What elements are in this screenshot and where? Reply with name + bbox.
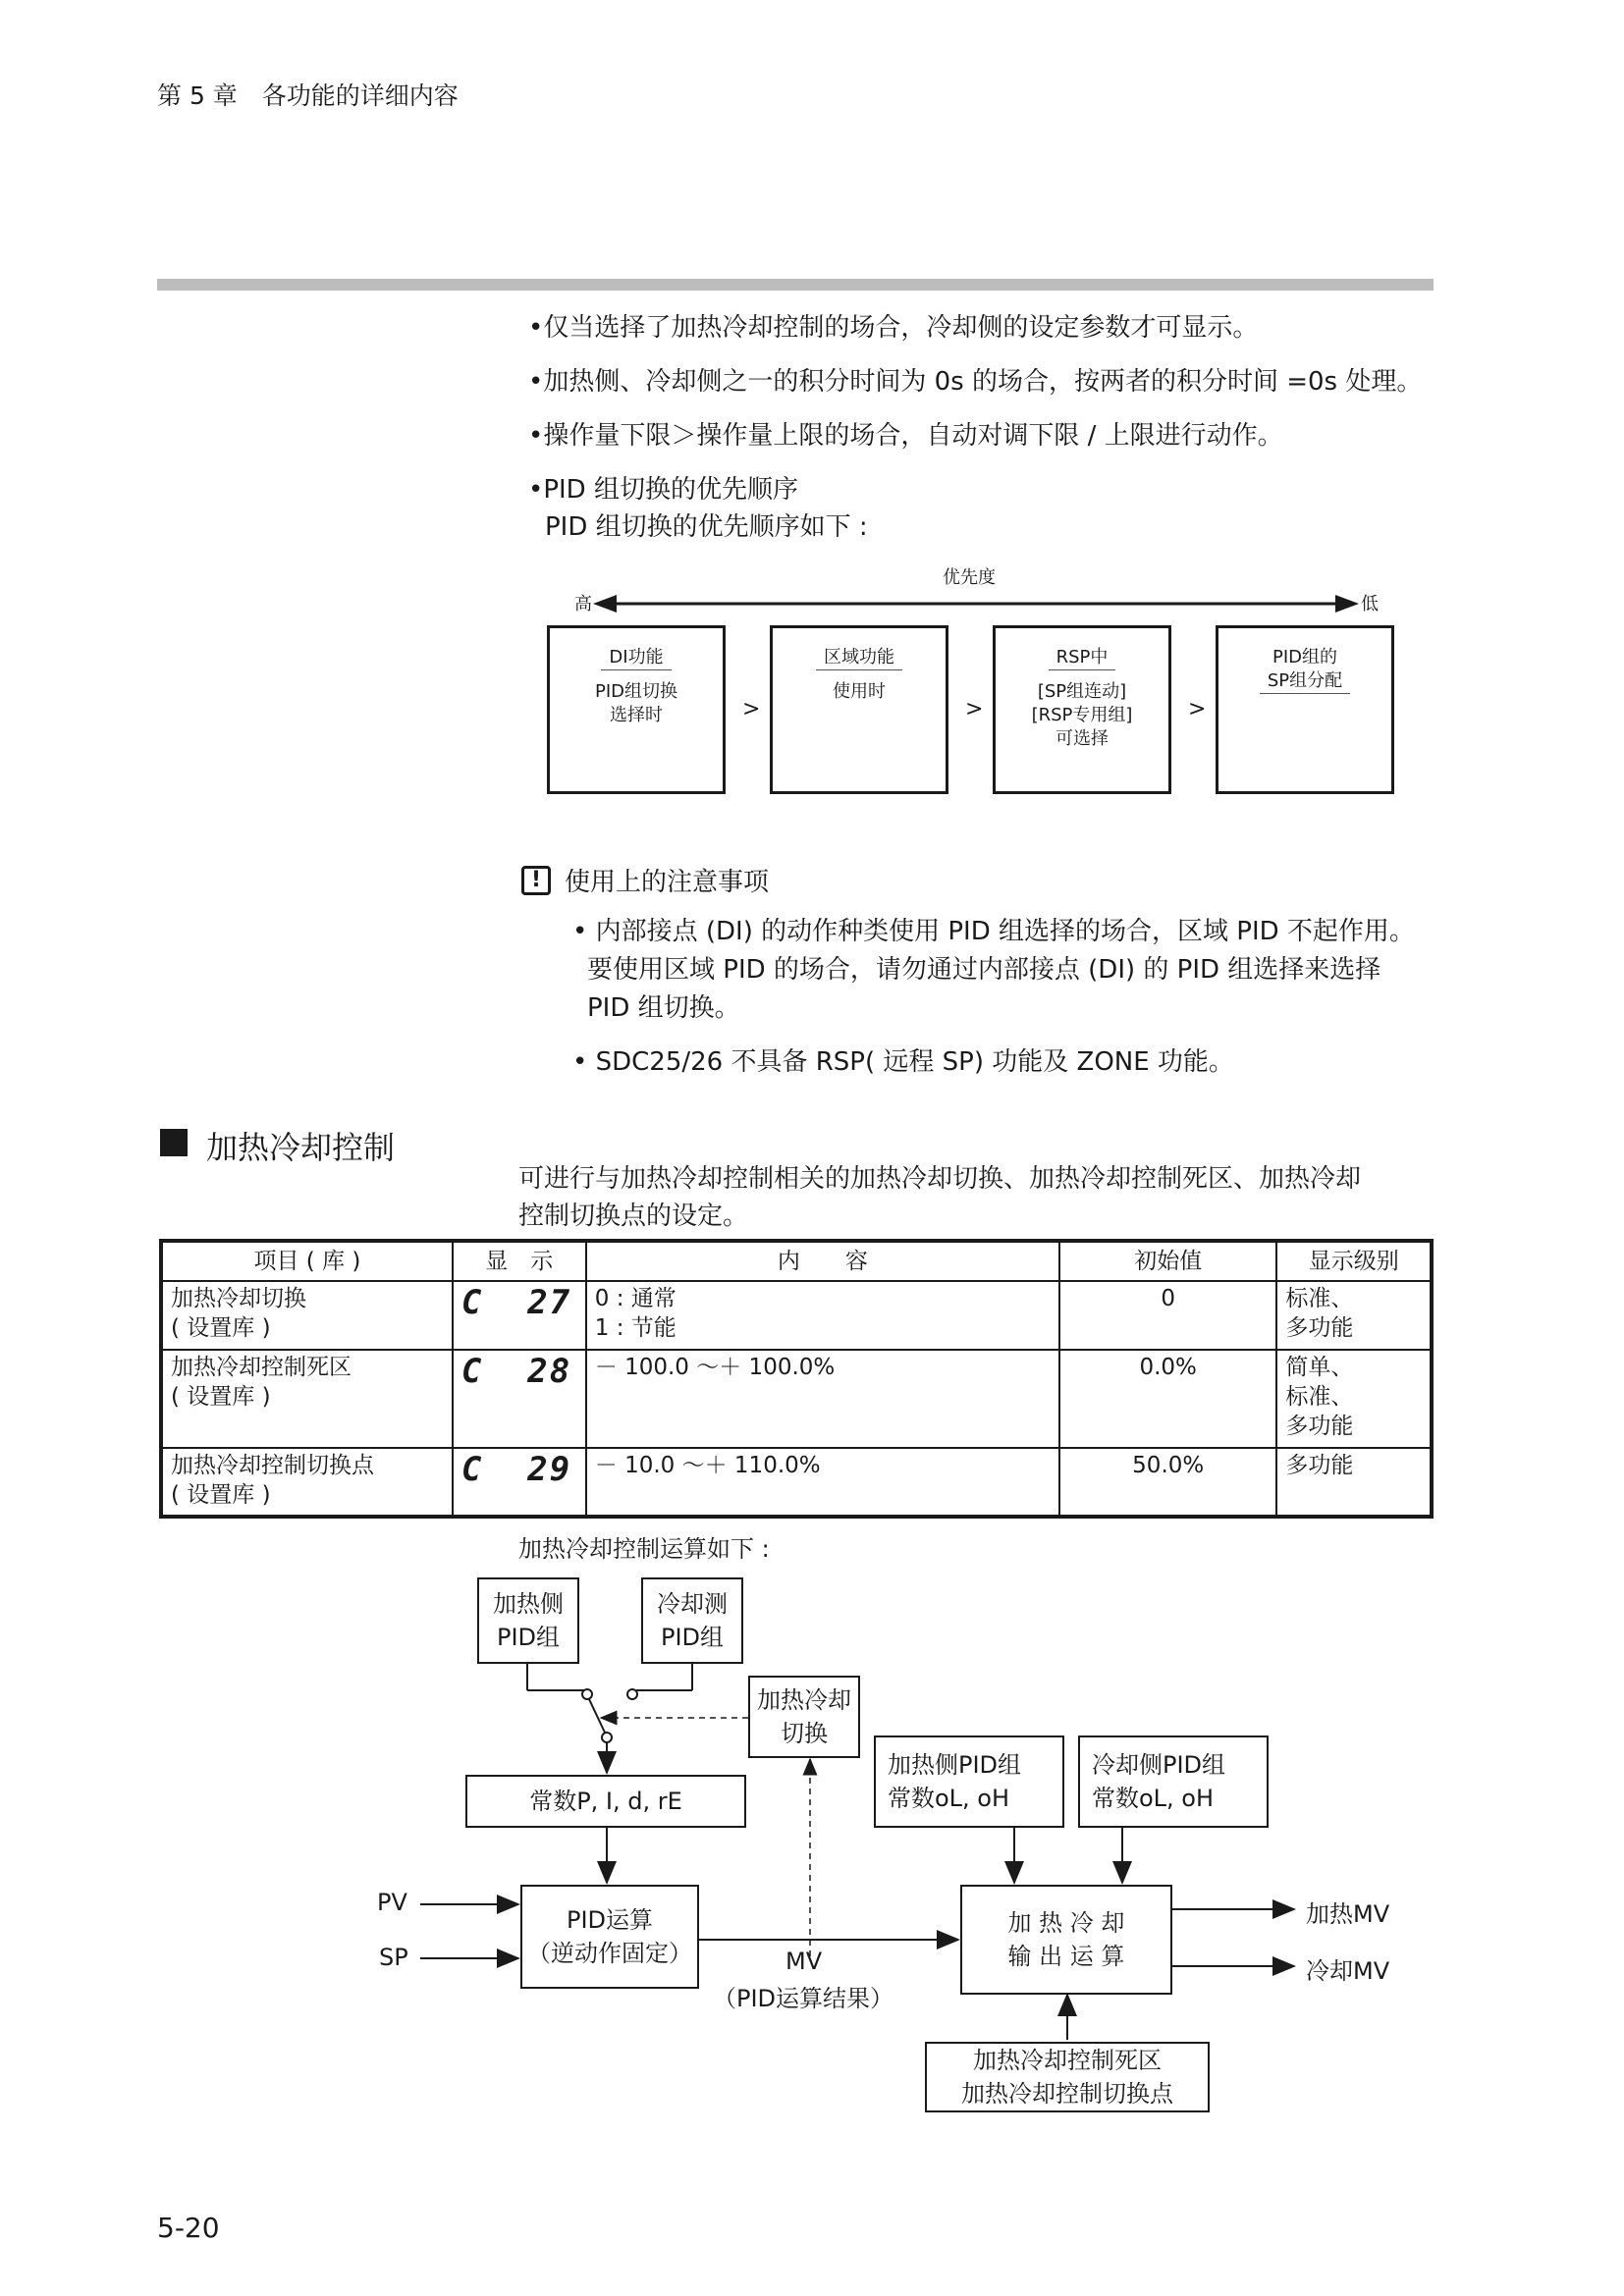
col-content: 内 容	[586, 1241, 1059, 1281]
content-line: － 100.0 ～＋ 100.0%	[594, 1355, 836, 1380]
priority-box-line: [SP组连动]	[1037, 681, 1127, 702]
box-line: PID组	[660, 1624, 725, 1651]
note-1: • 内部接点 (DI) 的动作种类使用 PID 组选择的场合，区域 PID 不起作用。	[572, 917, 1415, 946]
item-name: 加热冷却控制切换点	[171, 1453, 374, 1478]
heat-mv-label: 加热MV	[1306, 1900, 1390, 1928]
item-bank: ( 设置库 )	[171, 1482, 271, 1508]
heat-cool-output-calculation-box	[960, 1885, 1172, 1995]
priority-title: 优先度	[943, 567, 996, 588]
level-line: 多功能	[1285, 1315, 1354, 1341]
priority-box-line: [RSP专用组]	[1031, 705, 1133, 725]
box-line: 加热冷却	[757, 1686, 851, 1714]
col-initial: 初始值	[1059, 1241, 1276, 1281]
initial-value: 0	[1059, 1281, 1276, 1350]
box-line: 切换	[781, 1720, 828, 1747]
level-line: 多功能	[1285, 1453, 1354, 1478]
notes-title: 使用上的注意事项	[565, 868, 770, 897]
pid-calculation-box	[520, 1885, 699, 1989]
priority-box-line: 选择时	[610, 705, 663, 725]
box-line: 加热冷却控制切换点	[961, 2080, 1173, 2108]
priority-gt-2: >	[965, 697, 984, 721]
section-intro-2: 控制切换点的设定。	[518, 1201, 749, 1231]
mv-note: （PID运算结果）	[713, 1985, 894, 2012]
priority-gt-3: >	[1188, 697, 1207, 721]
item-name: 加热冷却控制死区	[171, 1355, 352, 1380]
content-line: － 10.0 ～＋ 110.0%	[594, 1453, 821, 1478]
priority-high: 高	[574, 594, 592, 614]
note-2: • SDC25/26 不具备 RSP( 远程 SP) 功能及 ZONE 功能。	[572, 1047, 1234, 1077]
priority-box-line: 使用时	[833, 681, 886, 702]
caution-icon: !	[521, 866, 551, 895]
col-item: 项目 ( 库 )	[161, 1241, 453, 1281]
bullet-3: •操作量下限＞操作量上限的场合，自动对调下限 / 上限进行动作。	[528, 421, 1283, 451]
box-line: （逆动作固定）	[527, 1940, 692, 1967]
box-line: PID组	[496, 1624, 561, 1651]
box-line: 冷却测	[657, 1590, 728, 1618]
display-code: C 28	[460, 1352, 572, 1391]
chapter-header: 第 5 章 各功能的详细内容	[157, 81, 459, 110]
priority-low: 低	[1361, 594, 1379, 614]
pid-constants-box	[465, 1775, 746, 1828]
bullet-4-detail: PID 组切换的优先顺序如下 :	[545, 512, 868, 542]
bullet-2: •加热侧、冷却侧之一的积分时间为 0s 的场合，按两者的积分时间 =0s 处理。	[528, 367, 1423, 397]
level-line: 多功能	[1285, 1414, 1354, 1439]
level-line: 简单、	[1285, 1355, 1354, 1380]
level-line: 标准、	[1285, 1384, 1354, 1410]
item-bank: ( 设置库 )	[171, 1384, 271, 1410]
heat-output-constants-box	[874, 1735, 1064, 1828]
display-code: C 29	[460, 1450, 572, 1489]
content-line: 1 : 节能	[594, 1315, 677, 1341]
box-line: 常数P, I, d, rE	[529, 1788, 682, 1815]
pv-label: PV	[377, 1889, 407, 1916]
initial-value: 0.0%	[1059, 1350, 1276, 1448]
box-line: 加热冷却控制死区	[973, 2047, 1162, 2074]
display-code: C 27	[460, 1283, 572, 1322]
box-line: 加热侧PID组	[888, 1751, 1022, 1779]
deadband-switchpoint-box	[925, 2042, 1210, 2112]
bullet-4: •PID 组切换的优先顺序	[528, 475, 798, 505]
section-intro-1: 可进行与加热冷却控制相关的加热冷却切换、加热冷却控制死区、加热冷却	[518, 1164, 1362, 1194]
priority-box-head: DI功能	[601, 646, 671, 670]
box-line: 冷却侧PID组	[1092, 1751, 1226, 1779]
level-line: 标准、	[1285, 1286, 1354, 1311]
col-display: 显 示	[453, 1241, 586, 1281]
cool-output-constants-box	[1078, 1735, 1269, 1828]
box-line: 加热侧	[493, 1590, 564, 1618]
box-line: 输 出 运 算	[1007, 1943, 1125, 1970]
priority-box-head: RSP中	[1049, 646, 1116, 670]
priority-box-line: 可选择	[1056, 728, 1109, 749]
heat-pid-box	[477, 1577, 579, 1664]
priority-box-head: PID组的	[1272, 647, 1338, 667]
mv-label: MV	[785, 1948, 823, 1975]
priority-gt-1: >	[742, 697, 761, 721]
section-title: 加热冷却控制	[206, 1129, 396, 1166]
cool-mv-label: 冷却MV	[1306, 1957, 1390, 1985]
sp-label: SP	[379, 1944, 408, 1971]
col-level: 显示级别	[1276, 1241, 1432, 1281]
flow-caption: 加热冷却控制运算如下 :	[518, 1535, 770, 1563]
page-number: 5-20	[157, 2212, 220, 2244]
note-1-cont: 要使用区域 PID 的场合，请勿通过内部接点 (DI) 的 PID 组选择来选择	[587, 955, 1381, 985]
content-line: 0 : 通常	[594, 1286, 677, 1311]
box-line: 加 热 冷 却	[1007, 1909, 1125, 1937]
priority-box-head: 区域功能	[816, 646, 902, 670]
bullet-1: •仅当选择了加热冷却控制的场合，冷却侧的设定参数才可显示。	[528, 313, 1259, 343]
priority-box-head: SP组分配	[1260, 669, 1350, 694]
item-name: 加热冷却切换	[171, 1286, 306, 1311]
note-1-cont2: PID 组切换。	[587, 993, 740, 1023]
box-line: 常数oL, oH	[1092, 1785, 1215, 1812]
initial-value: 50.0%	[1059, 1448, 1276, 1517]
item-bank: ( 设置库 )	[171, 1315, 271, 1341]
priority-box-line: PID组切换	[594, 681, 678, 702]
heat-cool-switch-box	[748, 1676, 860, 1758]
box-line: PID运算	[566, 1906, 654, 1934]
box-line: 常数oL, oH	[888, 1785, 1010, 1812]
cool-pid-box	[641, 1577, 743, 1664]
